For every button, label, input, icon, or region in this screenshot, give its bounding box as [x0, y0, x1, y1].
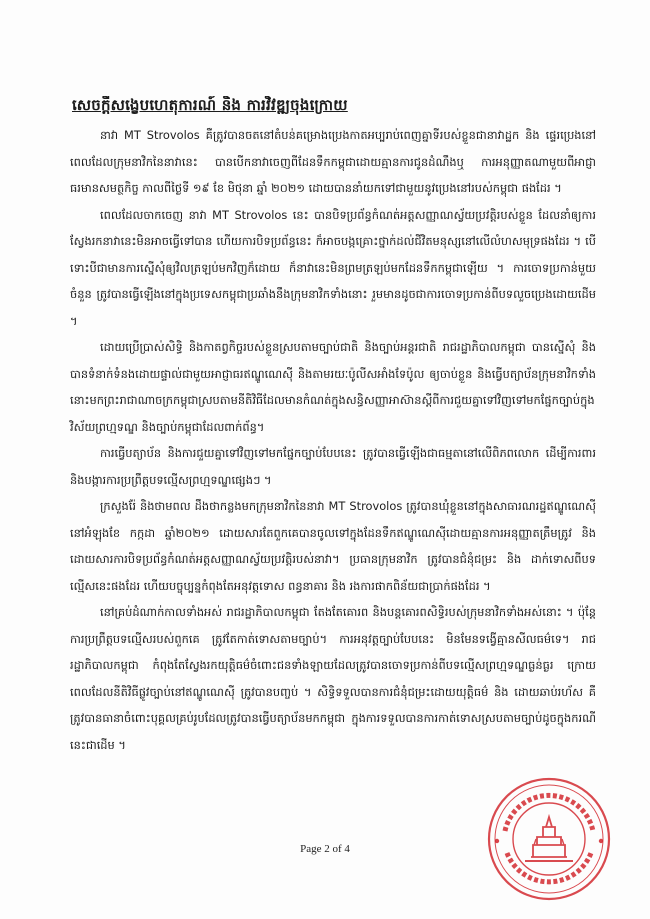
footer-page-number: 2	[324, 843, 330, 855]
document-heading: សេចក្តីសង្ខេបហេតុការណ៍ និង ការវិវឌ្ឍចុងក្រោយ	[72, 96, 348, 114]
paragraph-1: នាវា MT Strovolos គឺត្រូវបានចតនៅតំបន់គម្រោងប្រេងកាតអប្បរាប់ពេញគ្នាទីរបស់ខ្លួនជានាវាដ្ឋក និង ផ្ទេរប្រេងនៅ ពេលដែលក្រុមនាវិកនៃនាវានេះ បានបើកនាវាចេញពីដែនទឹកកម្ពុជាដោយគ្មានការជូនដំណឹងឬ ការអនុញ្ញាតណាមួយពីអាជ្ញាធរមានសមត្ថកិច្ច កាលពីថ្ងៃទី ១៩ ខែ មិថុនា ឆ្នាំ ២០២១ ដោយបាននាំយកទៅជាមួយនូវប្រេងនៅរបស់កម្ពុជា ផងដែរ ។	[70, 128, 596, 195]
paragraph-4: ការធ្វើបត្យាប័ន និងការជួយគ្នាទៅវិញទៅមកផ្នែកច្បាប់បែបនេះ ត្រូវបានធ្វើឡើងជាធម្មតានៅលើពិភពលោក ដើម្បីការពារ និងបង្ការការប្រព្រឹត្តបទល្មើសព្រហ្មទណ្ឌផ្សេងៗ ។	[70, 446, 596, 487]
paragraph-6: នៅគ្រប់ដំណាក់កាលទាំងអស់ រាជរដ្ឋាភិបាលកម្ពុជា តែងតែគោរព និងបន្តគោរពសិទ្ធិរបស់ក្រុមនាវិកទាំងអស់នោះ ។ ប៉ុន្តែការប្រព្រឹត្តបទល្មើសរបស់ពួកគេ ត្រូវតែកាត់ទោសតាមច្បាប់។ ការអនុវត្តច្បាប់បែបនេះ មិនមែនទង្វើគ្មានសីលធម៌ទេ។ រាជរដ្ឋាភិបាលកម្ពុជា កំពុងតែស្វែងរកយុត្តិធម៌ចំពោះជនទាំងឡាយដែលត្រូវបានចោទប្រកាន់ពីបទល្មើសព្រហ្មទណ្ឌធ្ងន់ធ្ងរ ក្រោយពេលដែលនីតិវិធីផ្លូវច្បាប់នៅឥណ្ឌូណេស៊ី ត្រូវបានបញ្ចប់ ។ សិទ្ធិទទួលបានការជំនុំជម្រះដោយយុត្តិធម៌ និង ដោយឆាប់រហ័ស គឺត្រូវបានធានាចំពោះបុគ្គលគ្រប់រូបដែលត្រូវបានធ្វើបត្យាប័នមកកម្ពុជា ក្នុងការទទួលបានការកាត់ទោសស្របតាមច្បាប់ដូចក្នុងករណីនេះជាដើម ។	[70, 605, 596, 752]
footer-prefix: Page	[300, 843, 325, 855]
official-seal-icon	[485, 775, 613, 903]
paragraph-3: ដោយប្រើប្រាស់សិទ្ធិ និងកាតព្វកិច្ចរបស់ខ្លួនស្របតាមច្បាប់ជាតិ និងច្បាប់អន្តរជាតិ រាជរដ្ឋាភិបាលកម្ពុជា បានស្នើសុំ និងបានទំនាក់ទំនងដោយផ្ទាល់ជាមួយអាជ្ញាធរឥណ្ឌូណេស៊ី និងតាមរយៈប៉ូលីសអាំងទែប៉ូល ឲ្យចាប់ខ្លួន និងធ្វើបត្យាប័នក្រុមនាវិកទាំងនោះមកព្រះរាជាណាចក្រកម្ពុជាស្របតាមនីតិវិធីដែលមានកំណត់ក្នុងសន្ធិសញ្ញាអាស៊ានស្តីពីការជួយគ្នាទៅវិញទៅមកផ្នែកច្បាប់ក្នុងវិស័យព្រហ្មទណ្ឌ និងច្បាប់កម្ពុជាដែលពាក់ព័ន្ធ។	[70, 340, 596, 434]
paragraph-5: ក្រសួងរ៉ែ និងថាមពល ដឹងថាកន្លងមកក្រុមនាវិកនៃនាវា MT Strovolos ត្រូវបានឃុំខ្លួននៅក្នុងសាធារណរដ្ឋឥណ្ឌូណេស៊ីនៅអំឡុងខែ កក្កដា ឆ្នាំ២០២១ ដោយសារតែពួកគេបានចូលទៅក្នុងដែនទឹកឥណ្ឌូណេស៊ីដោយគ្មានការអនុញ្ញាតត្រឹមត្រូវ និងដោយសារការបិទប្រព័ន្ធកំណត់អត្តសញ្ញាណស្វ័យប្រវត្តិរបស់នាវា។ ប្រធានក្រុមនាវិក ត្រូវបានជំនុំជម្រះ និង ដាក់ទោសពីបទល្មើសនេះផងដែរ ហើយបច្ចុប្បន្នកំពុងតែអនុវត្តទោស ពន្ធនាគារ និង រងការផាកពិន័យជាប្រាក់ផងដែរ ។	[70, 499, 596, 593]
footer-mid: of	[329, 843, 345, 855]
paragraph-2: ពេលដែលចាកចេញ នាវា MT Strovolos នេះ បានបិទប្រព័ន្ធកំណត់អត្តសញ្ញាណស្វ័យប្រវត្តិរបស់ខ្លួន ដែលនាំឲ្យការស្វែងរកនាវានេះមិនអាចធ្វើទៅបាន ហើយការបិទប្រព័ន្ធនេះ ក៏អាចបង្កគ្រោះថ្នាក់ដល់ជីវិតមនុស្សនៅលើលំហសមុទ្រផងដែរ ។ បើទោះបីជាមានការស្នើសុំឲ្យវិលត្រឡប់មកវិញក៏ដោយ ក៏នាវានេះមិនព្រមត្រឡប់មកដែនទឹកកម្ពុជាឡើយ ។ ការចោទប្រកាន់មួយចំនួន ត្រូវបានធ្វើឡើងនៅក្នុងប្រទេសកម្ពុជាប្រឆាំងនឹងក្រុមនាវិកទាំងនោះ រួមមានដូចជាការចោទប្រកាន់ពីបទលួចប្រេងដោយដើម ។	[70, 207, 596, 328]
footer-page-total: 4	[344, 843, 350, 855]
document-body	[70, 122, 596, 758]
